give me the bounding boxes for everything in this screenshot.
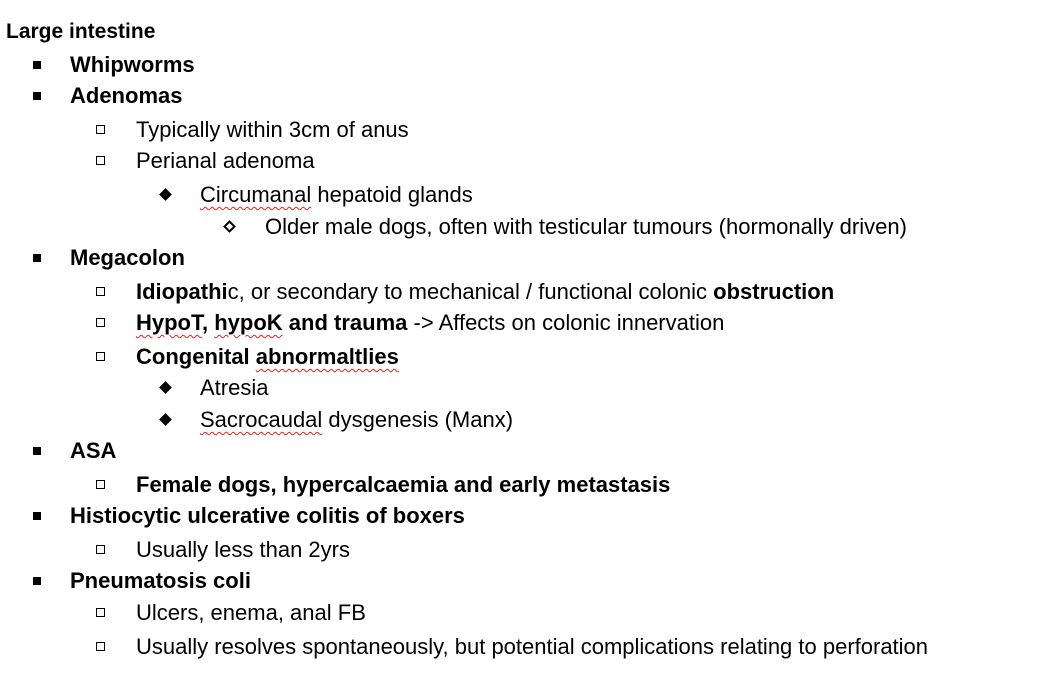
hollow-square-bullet-icon (95, 471, 115, 499)
text-run: Congenital (136, 344, 256, 369)
list-item-label: Adenomas (70, 83, 183, 108)
text-run: Idiopathi (136, 279, 228, 304)
filled-diamond-bullet-icon (158, 181, 178, 209)
list-item-label (136, 309, 724, 337)
list-item-label: Megacolon (70, 245, 185, 270)
filled-square-bullet-icon (32, 567, 52, 595)
list-item-label: Typically within 3cm of anus (136, 117, 409, 142)
list-item-label: ASA (70, 438, 117, 463)
filled-diamond-bullet-icon (158, 406, 178, 434)
text-run: obstruction (713, 279, 835, 304)
list-item-label (200, 406, 513, 434)
filled-square-bullet-icon (32, 82, 52, 110)
hollow-square-bullet-icon (95, 278, 115, 306)
list-item-label: Whipworms (70, 52, 195, 77)
hollow-square-bullet-icon (95, 343, 115, 371)
text-run: , (202, 310, 215, 335)
filled-square-bullet-icon (32, 502, 52, 530)
list-item-label: Atresia (200, 375, 269, 400)
text-run: dysgenesis (Manx) (322, 407, 514, 432)
list-item-label (136, 278, 834, 306)
hollow-square-bullet-icon (95, 536, 115, 564)
hollow-square-bullet-icon (95, 599, 115, 627)
list-item-label: Pneumatosis coli (70, 568, 251, 593)
document-heading: Large intestine (6, 20, 156, 43)
spellcheck-word[interactable]: Sacrocaudal (200, 407, 323, 432)
filled-square-bullet-icon (32, 437, 52, 465)
spellcheck-word[interactable]: Circumanal (200, 182, 312, 207)
list-item-label: Ulcers, enema, anal FB (136, 600, 366, 625)
list-item-label (136, 343, 399, 371)
list-item-label (200, 181, 473, 209)
list-item-label: Older male dogs, often with testicular tumours (hormonally driven) (265, 214, 907, 239)
filled-square-bullet-icon (32, 51, 52, 79)
spellcheck-word[interactable]: HypoT (136, 310, 202, 335)
list-item-label: Histiocytic ulcerative colitis of boxers (70, 503, 465, 528)
text-run: c, or secondary to mechanical / functional colonic (227, 279, 714, 304)
hollow-diamond-bullet-icon (222, 213, 242, 241)
text-run: -> Affects on colonic innervation (407, 310, 725, 335)
filled-square-bullet-icon (32, 244, 52, 272)
text-run: and trauma (282, 310, 408, 335)
filled-diamond-bullet-icon (158, 374, 178, 402)
hollow-square-bullet-icon (95, 633, 115, 661)
spellcheck-word[interactable]: abnormaltlies (255, 344, 399, 369)
text-run: hepatoid glands (311, 182, 473, 207)
list-item-label: Perianal adenoma (136, 148, 315, 173)
list-item-label: Usually less than 2yrs (136, 537, 350, 562)
list-item-label: Female dogs, hypercalcaemia and early metastasis (136, 472, 671, 497)
hollow-square-bullet-icon (95, 147, 115, 175)
spellcheck-word[interactable]: hypoK (214, 310, 283, 335)
hollow-square-bullet-icon (95, 116, 115, 144)
list-item-label: Usually resolves spontaneously, but potential complications relating to perforation (136, 634, 929, 659)
hollow-square-bullet-icon (95, 309, 115, 337)
